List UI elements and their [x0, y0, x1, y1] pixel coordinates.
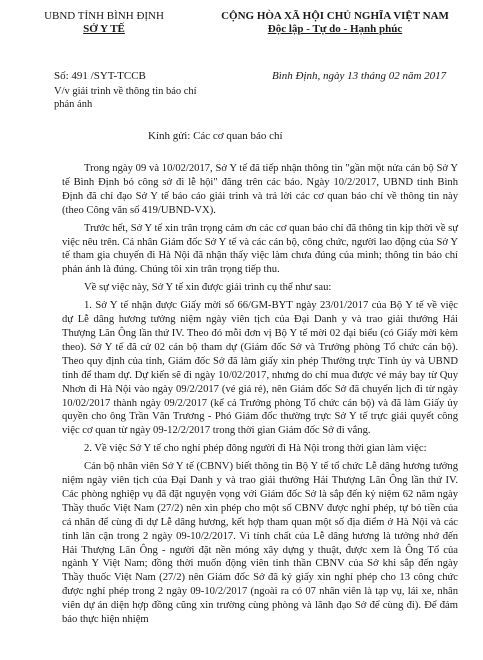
issuer-dept: SỞ Y TẾ: [83, 23, 125, 35]
document-number: Số: 491 /SYT-TCCB: [54, 70, 146, 82]
issuer-org: UBND TỈNH BÌNH ĐỊNH: [44, 10, 164, 22]
salutation: Kính gửi: Các cơ quan báo chí: [148, 130, 283, 142]
place-date: Bình Định, ngày 13 tháng 02 năm 2017: [272, 70, 447, 82]
document-subject: V/v giải trình về thông tin báo chí phản ánh: [54, 86, 197, 110]
nation-title: CỘNG HÒA XÃ HỘI CHỦ NGHĨA VIỆT NAM: [221, 10, 449, 22]
issuer-block: [34, 10, 174, 36]
paragraph: Trong ngày 09 và 10/02/2017, Sở Y tế đã tiếp nhận thông tin "gần một nửa cán bộ Sở Y tế Bình Định bỏ công sở đi lễ hội" đăng trên các báo. Ngày 10/2/2017, UBND tỉnh Bình Định đã chỉ đạo Sở Y tế báo cáo giải trình và trả lời các cơ quan báo chí về thông tin này (theo Công văn số 419/UBND-VX).: [62, 163, 458, 216]
document-body: [62, 162, 458, 631]
national-motto: Độc lập - Tự do - Hạnh phúc: [267, 23, 403, 35]
paragraph: 1. Sở Y tế nhận được Giấy mời số 66/GM-BYT ngày 23/01/2017 của Bộ Y tế về việc dự Lễ dâng hương tưởng niệm ngày viên tịch của Đại Danh y và trao giải thưởng Hải Thượng Lãn Ông lần thứ IV. Theo đó mỗi đơn vị Bộ Y tế mời 02 đại biểu (có Giấy mời kèm theo). Sở Y tế đã cử 02 cán bộ tham dự (Giám đốc Sở và Trưởng phòng Tổ chức cán bộ). Theo quy định của tỉnh, Giám đốc Sở đã làm giấy xin phép Thường trực Tỉnh ủy và UBND tỉnh để tham dự. Dự kiến sẽ đi ngày 10/02/2017, nhưng do chỉ mua được vé máy bay từ Quy Nhơn đi Hà Nội vào ngày 09/2/2017 (vé giá rẻ), nên Giám đốc Sở đã chuyển lịch đi từ ngày 10/02/2017 thành ngày 09/2/2017 (kể cả Trưởng phòng Tổ chức cán bộ) và đã làm Giấy ủy quyền cho ông Trần Văn Trương - Phó Giám đốc thường trực Sở Y tế trực giải quyết công việc cơ quan từ ngày 09-12/2/2017 trong thời gian Giám đốc Sở đi vắng.: [62, 300, 458, 437]
paragraph: Trước hết, Sở Y tế xin trân trọng cảm ơn các cơ quan báo chí đã thông tin kịp thời về sự việc nêu trên. Cá nhân Giám đốc Sở Y tế và các cán bộ, công chức, người lao động của Sở Y tế tham gia chuyến đi Hà Nội đã nhận thấy việc làm chưa đúng của mình; thông tin báo chí phản ánh là đúng. Chúng tôi xin trân trọng tiếp thu.: [62, 222, 458, 276]
paragraph: 2. Về việc Sở Y tế cho nghỉ phép đông người đi Hà Nội trong thời gian làm việc:: [84, 443, 427, 455]
paragraph: Cán bộ nhân viên Sở Y tế (CBNV) biết thông tin Bộ Y tế tổ chức Lễ dâng hương tưởng niệm ngày viên tịch của Đại Danh y và trao giải thưởng Hải Thượng Lãn Ông lần thứ IV. Các phòng nghiệp vụ đã đặt nguyện vọng với Giám đốc Sở là sắp đến kỷ niệm 62 năm ngày Thầy thuốc Việt Nam (27/2) nên xin phép cho một số CBNV được nghỉ phép, tự bỏ tiền của cá nhân để cùng đi dự Lễ dâng hương, kết hợp tham quan một số địa điểm ở Hà Nội và các tỉnh lân cận trong 2 ngày 09-10/2/2017. Vì tính chất của Lễ dâng hương là tưởng nhớ đến Hải Thượng Lãn Ông - người đặt nền móng xây dựng y thuật, được xem là Ông Tổ của ngành Y Việt Nam; đồng thời muốn động viên tinh thần CBNV của Sở khi sắp đến ngày Thầy thuốc Việt Nam (27/2) nên Giám đốc Sở đã ký giấy xin nghỉ phép cho 13 công chức được nghỉ phép trong 2 ngày 09-10/2/2017 (ngoài ra có 07 nhân viên là tạp vụ, lái xe, nhân viên dự án diện hợp đồng cũng xin trường cùng phòng và lãnh đạo Sở để cùng đi). Để đảm bảo thực hiện nhiệm: [62, 461, 458, 626]
national-heading: [200, 10, 470, 36]
paragraph: Về sự việc này, Sở Y tế xin được giải trình cụ thể như sau:: [84, 282, 332, 294]
